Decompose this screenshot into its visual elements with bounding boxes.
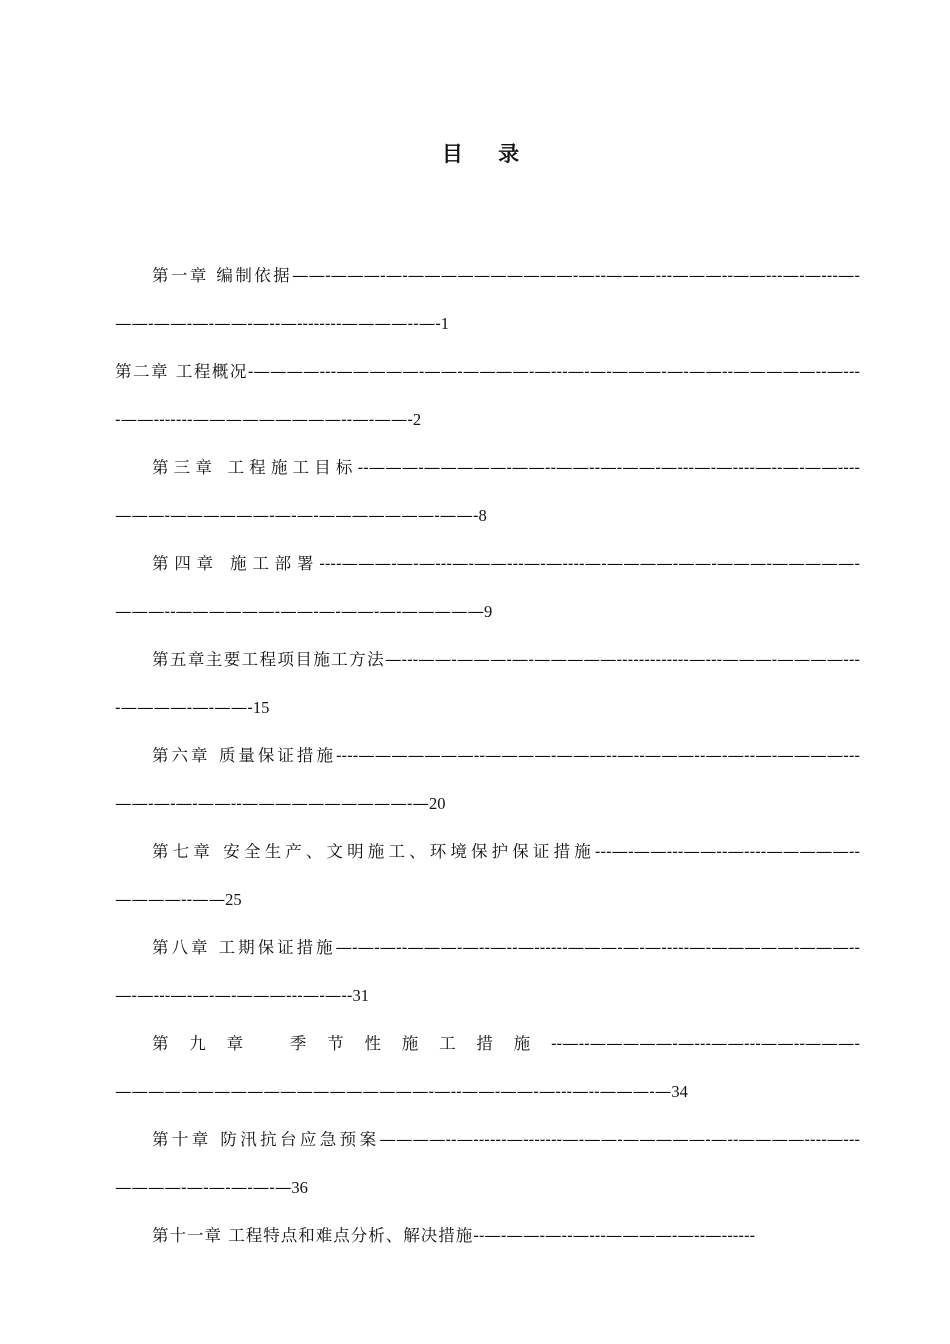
toc-entry-leader: --—-——-—--—---————-—--—------	[473, 1226, 756, 1245]
toc-entry[interactable]	[115, 540, 860, 636]
toc-entry-label: 第二章 工程概况	[115, 362, 248, 381]
toc-entry-leader: —-—-—--———-—--—--—------———-—-—-----—-—————-———--—-—---—-—-—-———---—-—--	[115, 938, 860, 1005]
toc-entry-page-number: 36	[291, 1178, 308, 1197]
toc-entry[interactable]	[115, 732, 860, 828]
toc-entry-page-number: 34	[671, 1082, 688, 1101]
toc-entry[interactable]	[115, 444, 860, 540]
toc-entry[interactable]	[115, 252, 860, 348]
toc-entry-leader: —---——-———-—-—————-------------—---———-————----————-—-——-	[115, 650, 860, 717]
toc-entry-page-number: 25	[225, 890, 242, 909]
toc-list	[115, 252, 860, 1260]
toc-entry-label: 第六章 质量保证措施	[152, 746, 336, 765]
toc-entry[interactable]	[115, 924, 860, 1020]
toc-entry-label: 第七章 安全生产、文明施工、环境保护保证措施	[152, 842, 595, 861]
toc-entry[interactable]	[115, 636, 860, 732]
toc-entry-label: 第九章 季节性施工措施	[152, 1034, 551, 1053]
toc-entry-page-number: 15	[252, 698, 270, 717]
toc-entry-label: 第八章 工期保证措施	[152, 938, 336, 957]
toc-entry-label: 第五章主要工程项目施工方法	[152, 650, 386, 669]
toc-entry-leader: --———-—————-——--——--—-——-—---—-—----—--—-——----———-——————-—-—-———————-——-	[115, 458, 860, 525]
toc-entry-leader: ---—-——---——--—----—————--————--——	[115, 842, 860, 909]
toc-entry-page-number: 9	[484, 602, 493, 621]
toc-entry-leader: -————---—————-——-————-—---—-—-———-—-——--—————--—----——-------—————————--—-——-	[115, 362, 860, 429]
toc-entry[interactable]	[115, 1116, 860, 1212]
toc-entry[interactable]	[115, 348, 860, 444]
toc-entry-page-number: 31	[352, 986, 369, 1005]
toc-entry-label: 第三章 工程施工目标	[152, 458, 358, 477]
toc-entry-leader: ——-———-—-——————————-—--———---———--——---—-—---—-——-——-—-——-—--—--------————--—-	[115, 266, 860, 333]
toc-entry-leader: ----———-—-—---—-——---—-—----—-————-——-———-—————-———--——————-——-—-——-—-—————	[115, 554, 860, 621]
toc-entry[interactable]	[115, 1020, 860, 1116]
toc-entry-page-number: 8	[478, 506, 487, 525]
toc-entry-page-number: 2	[412, 410, 422, 429]
toc-entry-leader: --—--—————-—---——---——--———-———————————————————-—--——-——-—---—--———-—	[115, 1034, 860, 1101]
toc-entry-page-number: 1	[440, 314, 450, 333]
toc-entry[interactable]	[115, 828, 860, 924]
toc-entry-label: 第十一章 工程特点和难点分析、解决措施	[152, 1226, 474, 1245]
toc-entry-label: 第一章 编制依据	[152, 266, 293, 285]
toc-entry-label: 第十章 防汛抗台应急预案	[152, 1130, 380, 1149]
toc-entry-leader: ————--—------—-------—-——-—————-—--————----—---————-—-—-—-—-—	[115, 1130, 860, 1197]
toc-entry-leader: ----———————--————-———--—--———--—-—--—-————---——-—-—-——--——————————-—	[115, 746, 860, 813]
toc-title: 目 录	[441, 142, 534, 166]
toc-entry-page-number: 20	[428, 794, 446, 813]
toc-entry-label: 第四章 施工部署	[152, 554, 320, 573]
toc-entry[interactable]	[115, 1212, 860, 1260]
